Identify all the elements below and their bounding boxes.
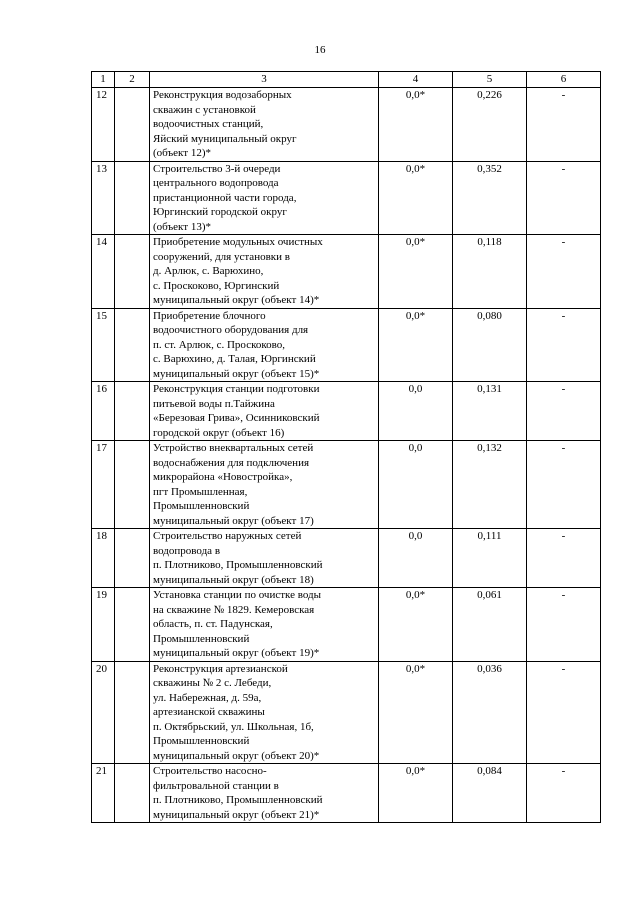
object-description-cell	[150, 382, 379, 441]
description-line: д. Арлюк, с. Варюхино,	[153, 265, 264, 277]
description-line: Устройство внеквартальных сетей	[153, 442, 314, 454]
description-line: п. Плотниково, Промышленновский	[153, 559, 323, 571]
description-line: на скважине № 1829. Кемеровская	[153, 603, 315, 616]
description-line: водоснабжения для подключения	[153, 456, 310, 469]
value-cell-4: 0,0	[379, 382, 453, 441]
description-line: Яйский муниципальный округ	[153, 132, 297, 145]
object-description-cell	[150, 161, 379, 235]
empty-cell	[115, 308, 150, 382]
row-number-cell: 17	[92, 441, 115, 529]
description-line: (объект 13)*	[153, 220, 211, 233]
empty-cell	[115, 661, 150, 764]
value-cell-6: -	[527, 588, 601, 662]
column-header-3: 3	[150, 72, 379, 88]
value-cell-4: 0,0*	[379, 161, 453, 235]
description-line: микрорайона «Новостройка»,	[153, 471, 293, 483]
empty-cell	[115, 588, 150, 662]
value-cell-5: 0,131	[453, 382, 527, 441]
description-line: фильтровальной станции в	[153, 779, 279, 792]
value-cell-6: -	[527, 661, 601, 764]
description-line: Юргинский городской округ	[153, 206, 287, 218]
value-cell-4: 0,0*	[379, 308, 453, 382]
value-cell-6: -	[527, 441, 601, 529]
value-cell-4: 0,0	[379, 441, 453, 529]
empty-cell	[115, 764, 150, 823]
table-row	[92, 235, 601, 309]
page-number: 16	[314, 44, 326, 56]
description-line: с. Варюхино, д. Талая, Юргинский	[153, 353, 316, 365]
empty-cell	[115, 529, 150, 588]
description-line: Строительство насосно-	[153, 765, 267, 777]
object-description-cell	[150, 235, 379, 309]
row-number-cell: 18	[92, 529, 115, 588]
object-description-cell	[150, 529, 379, 588]
description-line: Промышленновский	[153, 500, 250, 512]
description-line: с. Проскоково, Юргинский	[153, 279, 280, 292]
object-description-cell	[150, 308, 379, 382]
investment-table	[91, 71, 601, 823]
row-number-cell: 13	[92, 161, 115, 235]
description-line: муниципальный округ (объект 21)*	[153, 808, 320, 821]
column-header-6: 6	[527, 72, 601, 88]
description-line: муниципальный округ (объект 15)*	[153, 367, 320, 380]
description-line: муниципальный округ (объект 20)*	[153, 749, 320, 762]
table-row	[92, 588, 601, 662]
description-line: Строительство 3-й очереди	[153, 162, 281, 175]
empty-cell	[115, 235, 150, 309]
description-line: Строительство наружных сетей	[153, 530, 302, 542]
description-line: «Березовая Грива», Осинниковский	[153, 412, 320, 424]
value-cell-4: 0,0*	[379, 764, 453, 823]
description-line: Промышленновский	[153, 632, 250, 645]
value-cell-5: 0,226	[453, 88, 527, 162]
row-number-cell: 15	[92, 308, 115, 382]
description-line: п. Плотниково, Промышленновский	[153, 794, 323, 806]
value-cell-5: 0,111	[453, 529, 527, 588]
description-line: (объект 12)*	[153, 147, 211, 159]
value-cell-4: 0,0*	[379, 588, 453, 662]
description-line: Приобретение блочного	[153, 309, 266, 322]
value-cell-6: -	[527, 529, 601, 588]
value-cell-5: 0,061	[453, 588, 527, 662]
column-header-4: 4	[379, 72, 453, 88]
value-cell-5: 0,118	[453, 235, 527, 309]
description-line: ул. Набережная, д. 59а,	[153, 691, 262, 704]
value-cell-5: 0,352	[453, 161, 527, 235]
empty-cell	[115, 441, 150, 529]
value-cell-4: 0,0	[379, 529, 453, 588]
object-description-cell	[150, 764, 379, 823]
description-line: Приобретение модульных очистных	[153, 236, 323, 248]
description-line: пристанционной части города,	[153, 191, 297, 204]
description-line: городской округ (объект 16)	[153, 426, 285, 439]
description-line: водоочистного оборудования для	[153, 324, 309, 336]
row-number-cell: 14	[92, 235, 115, 309]
description-line: п. ст. Арлюк, с. Проскоково,	[153, 338, 286, 351]
description-line: п. Октябрьский, ул. Школьная, 1б,	[153, 720, 314, 733]
value-cell-6: -	[527, 764, 601, 823]
empty-cell	[115, 88, 150, 162]
table-header-row	[92, 72, 601, 88]
row-number-cell: 19	[92, 588, 115, 662]
row-number-cell: 12	[92, 88, 115, 162]
table-row	[92, 88, 601, 162]
value-cell-4: 0,0*	[379, 661, 453, 764]
description-line: муниципальный округ (объект 19)*	[153, 647, 320, 659]
description-line: питьевой воды п.Тайжина	[153, 397, 275, 410]
object-description-cell	[150, 88, 379, 162]
value-cell-6: -	[527, 88, 601, 162]
empty-cell	[115, 161, 150, 235]
value-cell-6: -	[527, 235, 601, 309]
value-cell-5: 0,036	[453, 661, 527, 764]
description-line: Реконструкция артезианской	[153, 662, 288, 675]
table-row	[92, 308, 601, 382]
description-line: муниципальный округ (объект 18)	[153, 573, 314, 586]
table-row	[92, 529, 601, 588]
column-header-1: 1	[92, 72, 115, 88]
description-line: центрального водопровода	[153, 177, 279, 189]
empty-cell	[115, 382, 150, 441]
description-line: скважины № 2 с. Лебеди,	[153, 677, 272, 689]
value-cell-5: 0,080	[453, 308, 527, 382]
description-line: артезианской скважины	[153, 706, 265, 718]
description-line: Промышленновский	[153, 735, 250, 747]
description-line: пгт Промышленная,	[153, 485, 248, 498]
description-line: муниципальный округ (объект 17)	[153, 514, 314, 527]
description-line: область, п. ст. Падунская,	[153, 618, 273, 630]
table-row	[92, 161, 601, 235]
value-cell-4: 0,0*	[379, 88, 453, 162]
description-line: водопровода в	[153, 544, 221, 557]
column-header-2: 2	[115, 72, 150, 88]
value-cell-5: 0,132	[453, 441, 527, 529]
table-row	[92, 382, 601, 441]
column-header-5: 5	[453, 72, 527, 88]
table-row	[92, 764, 601, 823]
value-cell-6: -	[527, 161, 601, 235]
row-number-cell: 21	[92, 764, 115, 823]
value-cell-4: 0,0*	[379, 235, 453, 309]
description-line: Реконструкция станции подготовки	[153, 383, 320, 395]
description-line: сооружений, для установки в	[153, 250, 290, 263]
row-number-cell: 20	[92, 661, 115, 764]
value-cell-5: 0,084	[453, 764, 527, 823]
value-cell-6: -	[527, 382, 601, 441]
description-line: водоочистных станций,	[153, 118, 264, 130]
object-description-cell	[150, 441, 379, 529]
table-row	[92, 441, 601, 529]
row-number-cell: 16	[92, 382, 115, 441]
object-description-cell	[150, 588, 379, 662]
description-line: Установка станции по очистке воды	[153, 589, 322, 601]
value-cell-6: -	[527, 308, 601, 382]
description-line: скважин с установкой	[153, 103, 256, 116]
table-row	[92, 661, 601, 764]
description-line: муниципальный округ (объект 14)*	[153, 294, 320, 306]
object-description-cell	[150, 661, 379, 764]
description-line: Реконструкция водозаборных	[153, 89, 292, 101]
